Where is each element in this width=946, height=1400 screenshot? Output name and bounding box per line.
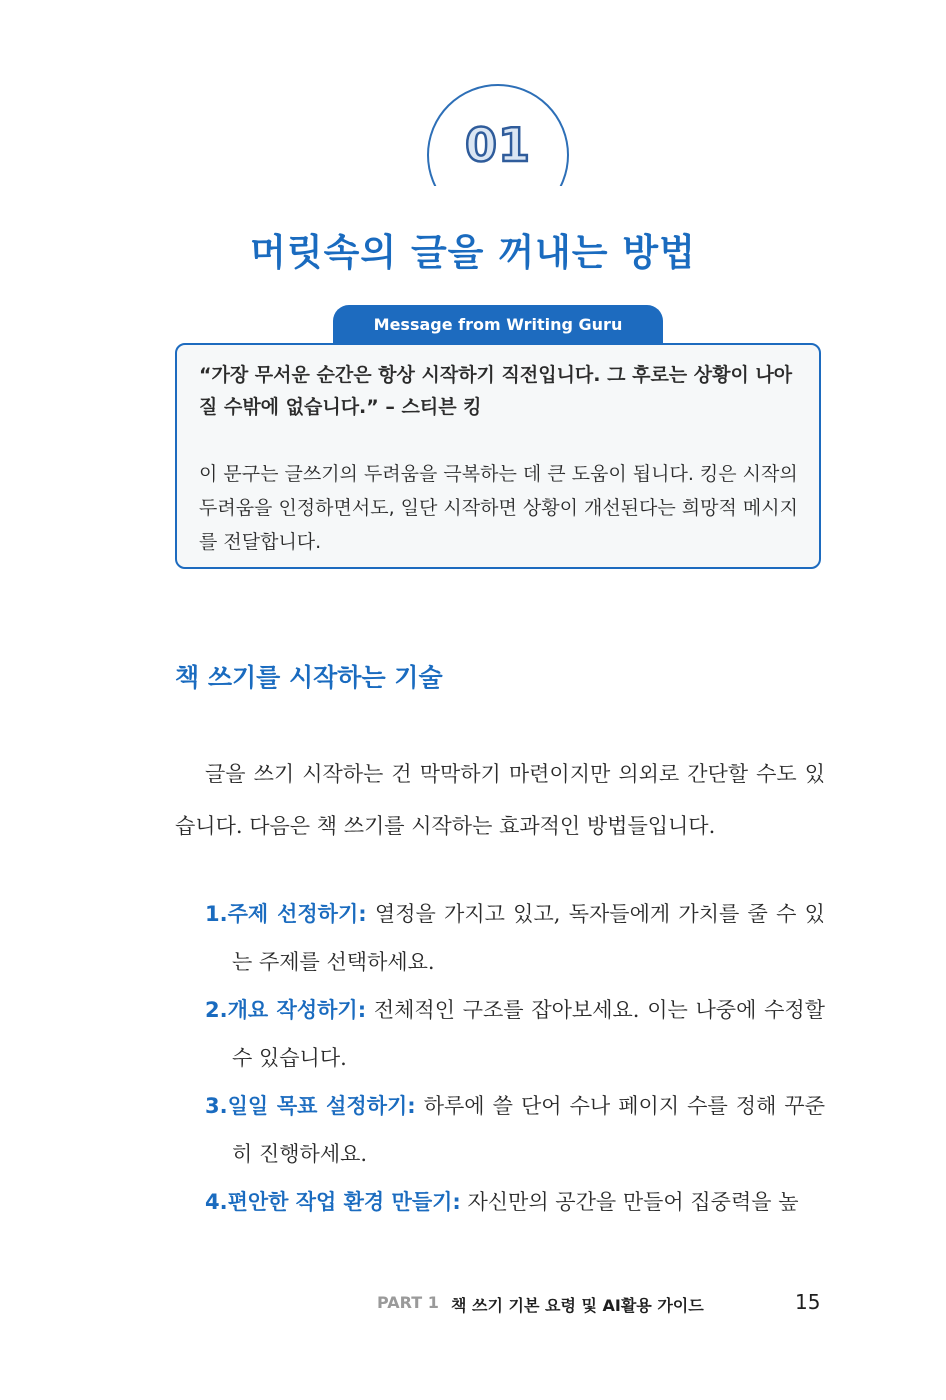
chapter-title: 머릿속의 글을 꺼내는 방법 [250, 231, 696, 274]
guru-box-tab: Message from Writing Guru [333, 305, 663, 345]
step-number: 2. [205, 998, 228, 1022]
footer-book-title: 책 쓰기 기본 요령 및 AI활용 가이드 [451, 1296, 704, 1315]
list-item [205, 1178, 825, 1226]
step-text: 전체적인 구조를 잡아보세요. 이는 나중에 수정할 수 있습니다. [232, 998, 825, 1070]
step-number: 3. [205, 1094, 228, 1118]
chapter-number: 01 [464, 118, 531, 172]
section-heading: 책 쓰기를 시작하는 기술 [175, 663, 443, 692]
footer-part-label: PART 1 [377, 1293, 439, 1312]
step-text: 자신만의 공간을 만들어 집중력을 높 [467, 1190, 799, 1214]
steps-list [205, 890, 825, 1226]
step-number: 1. [205, 902, 228, 926]
step-text: 하루에 쓸 단어 수나 페이지 수를 정해 꾸준히 진행하세요. [232, 1094, 825, 1166]
guru-quote-box [175, 343, 821, 569]
page-number: 15 [795, 1290, 821, 1314]
step-number: 4. [205, 1190, 228, 1214]
step-title: 개요 작성하기: [227, 998, 367, 1022]
intro-paragraph: 글을 쓰기 시작하는 건 막막하기 마련이지만 의외로 간단할 수도 있습니다. 다음은 책 쓰기를 시작하는 효과적인 방법들입니다. [175, 762, 825, 838]
guru-quote-description: 이 문구는 글쓰기의 두려움을 극복하는 데 큰 도움이 됩니다. 킹은 시작의 두려움을 인정하면서도, 일단 시작하면 상황이 개선된다는 희망적 메시지를 전달합니다. [199, 463, 798, 553]
step-title: 일일 목표 설정하기: [227, 1094, 416, 1118]
chapter-badge [427, 84, 569, 186]
guru-quote: “가장 무서운 순간은 항상 시작하기 직전입니다. 그 후로는 상황이 나아질 수밖에 없습니다.” – 스티븐 킹 [199, 364, 793, 418]
list-item [205, 986, 825, 1082]
step-title: 주제 선정하기: [227, 902, 367, 926]
step-title: 편안한 작업 환경 만들기: [227, 1190, 461, 1214]
step-text: 열정을 가지고 있고, 독자들에게 가치를 줄 수 있는 주제를 선택하세요. [232, 902, 825, 974]
list-item [205, 890, 825, 986]
list-item [205, 1082, 825, 1178]
